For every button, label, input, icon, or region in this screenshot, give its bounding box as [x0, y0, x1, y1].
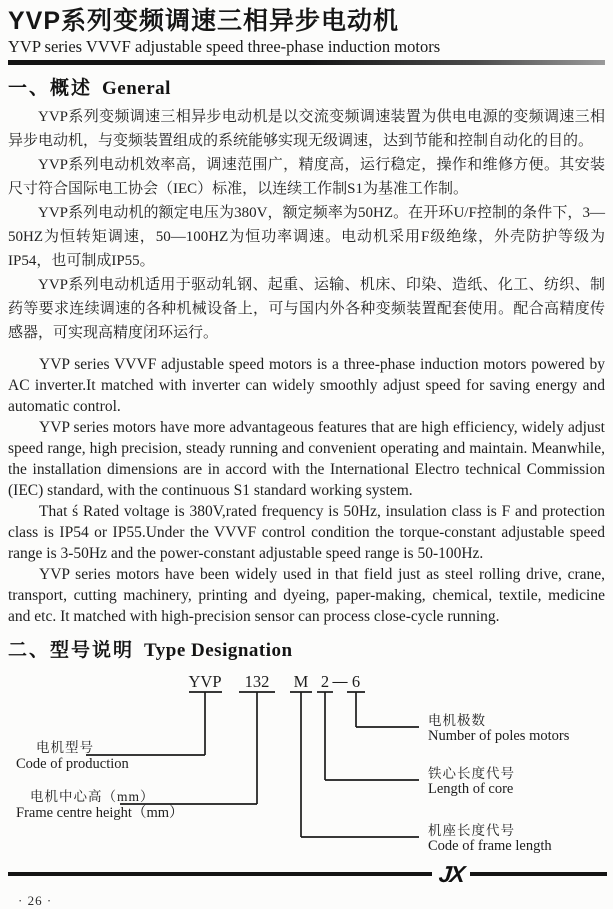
general-english-paragraphs — [8, 354, 605, 627]
page-header — [8, 6, 605, 65]
header-divider — [8, 60, 605, 65]
label-code-of-production-cn: 电机型号 — [36, 740, 94, 755]
label-core-length-cn: 铁心长度代号 — [428, 766, 515, 781]
paragraph: YVP系列变频调速三相异步电动机是以交流变频调速装置为供电电源的变频调速三相异步电动机，与变频装置组成的系统能够实现无级调速，达到节能和控制自动化的目的。 — [8, 109, 605, 149]
code-dash: — — [332, 674, 348, 690]
type-designation-diagram — [8, 667, 605, 859]
section-general-heading-en: General — [102, 78, 171, 99]
code-part-core-length: 2 — [320, 672, 330, 691]
general-chinese-paragraphs — [8, 105, 605, 345]
label-frame-centre-height-cn: 电机中心高（mm） — [30, 789, 155, 804]
label-poles-cn: 电机极数 — [428, 713, 486, 728]
paragraph: YVP系列电动机适用于驱动轧钢、起重、运输、机床、印染、造纸、化工、纺织、制药等要求连续调速的各种机械设备上，可与国内外各种变频装置配套使用。配合高精度传感器，可实现高精度闭环运行。 — [8, 277, 605, 341]
section-type-designation-heading — [8, 639, 605, 663]
paragraph: YVP系列电动机的额定电压为380V，额定频率为50HZ。在开环U/F控制的条件下，3—50HZ为恒转矩调速，50—100HZ为恒功率调速。电动机采用F级绝缘，外壳防护等级为IP54，也可制成IP55。 — [8, 205, 605, 269]
label-poles-en: Number of poles motors — [428, 728, 570, 744]
label-frame-length-en: Code of frame length — [428, 838, 552, 854]
footer-line-left — [8, 872, 432, 876]
label-frame-length-cn: 机座长度代号 — [428, 823, 515, 838]
page-number: · 26 · — [18, 893, 53, 908]
code-part-series: YVP — [188, 672, 222, 691]
label-code-of-production-en: Code of production — [16, 756, 129, 772]
code-part-height: 132 — [244, 672, 270, 691]
brand-logo: JX — [437, 861, 465, 887]
paragraph: That ś Rated voltage is 380V,rated frequency is 50Hz, insulation class is F and protection class is IP54 or IP55.Under the VVVF control condition the torque-constant adjustable speed range is 3-50Hz and the power-constant adjustable speed range is 50-100Hz. — [8, 503, 605, 562]
type-designation-diagram-canvas — [8, 667, 613, 859]
page-title: YVP系列变频调速三相异步电动机 — [8, 7, 400, 35]
section-type-designation-heading-cn: 二、型号说明 — [8, 640, 135, 661]
code-part-frame-length: M — [293, 672, 309, 691]
page-footer — [8, 862, 607, 909]
footer-divider — [8, 862, 607, 886]
section-general-heading — [8, 77, 605, 101]
code-part-poles: 6 — [351, 672, 361, 691]
section-general-heading-cn: 一、概述 — [8, 78, 93, 99]
paragraph: YVP series VVVF adjustable speed motors is a three-phase induction motors powered by AC inverter.It matched with inverter can widely smoothly adjust speed for saving energy and automatic control. — [8, 356, 605, 415]
page-subtitle: YVP series VVVF adjustable speed three-phase induction motors — [8, 37, 441, 56]
paragraph: YVP系列电动机效率高，调速范围广，精度高，运行稳定，操作和维修方便。其安装尺寸符合国际电工协会（IEC）标准，以连续工作制S1为基准工作制。 — [8, 157, 605, 197]
paragraph: YVP series motors have more advantageous features that are high efficiency, widely adjust speed range, high precision, steady running and convenient operating and maintain. Meanwhile, the installation dimensions are in accord with the International Electro technical Commission (IEC) standard, with the continuous S1 standard working system. — [8, 419, 605, 499]
section-type-designation-heading-en: Type Designation — [144, 640, 293, 661]
paragraph: YVP series motors have been widely used in that field just as steel rolling drive, crane, transport, cutting machinery, printing and dyeing, paper-making, chemical, textile, medicine and etc. It matched with high-precision sensor can process close-cycle running. — [8, 566, 605, 625]
label-frame-centre-height-en: Frame centre height（mm） — [16, 805, 184, 821]
label-core-length-en: Length of core — [428, 781, 514, 797]
footer-line-right — [470, 872, 607, 876]
